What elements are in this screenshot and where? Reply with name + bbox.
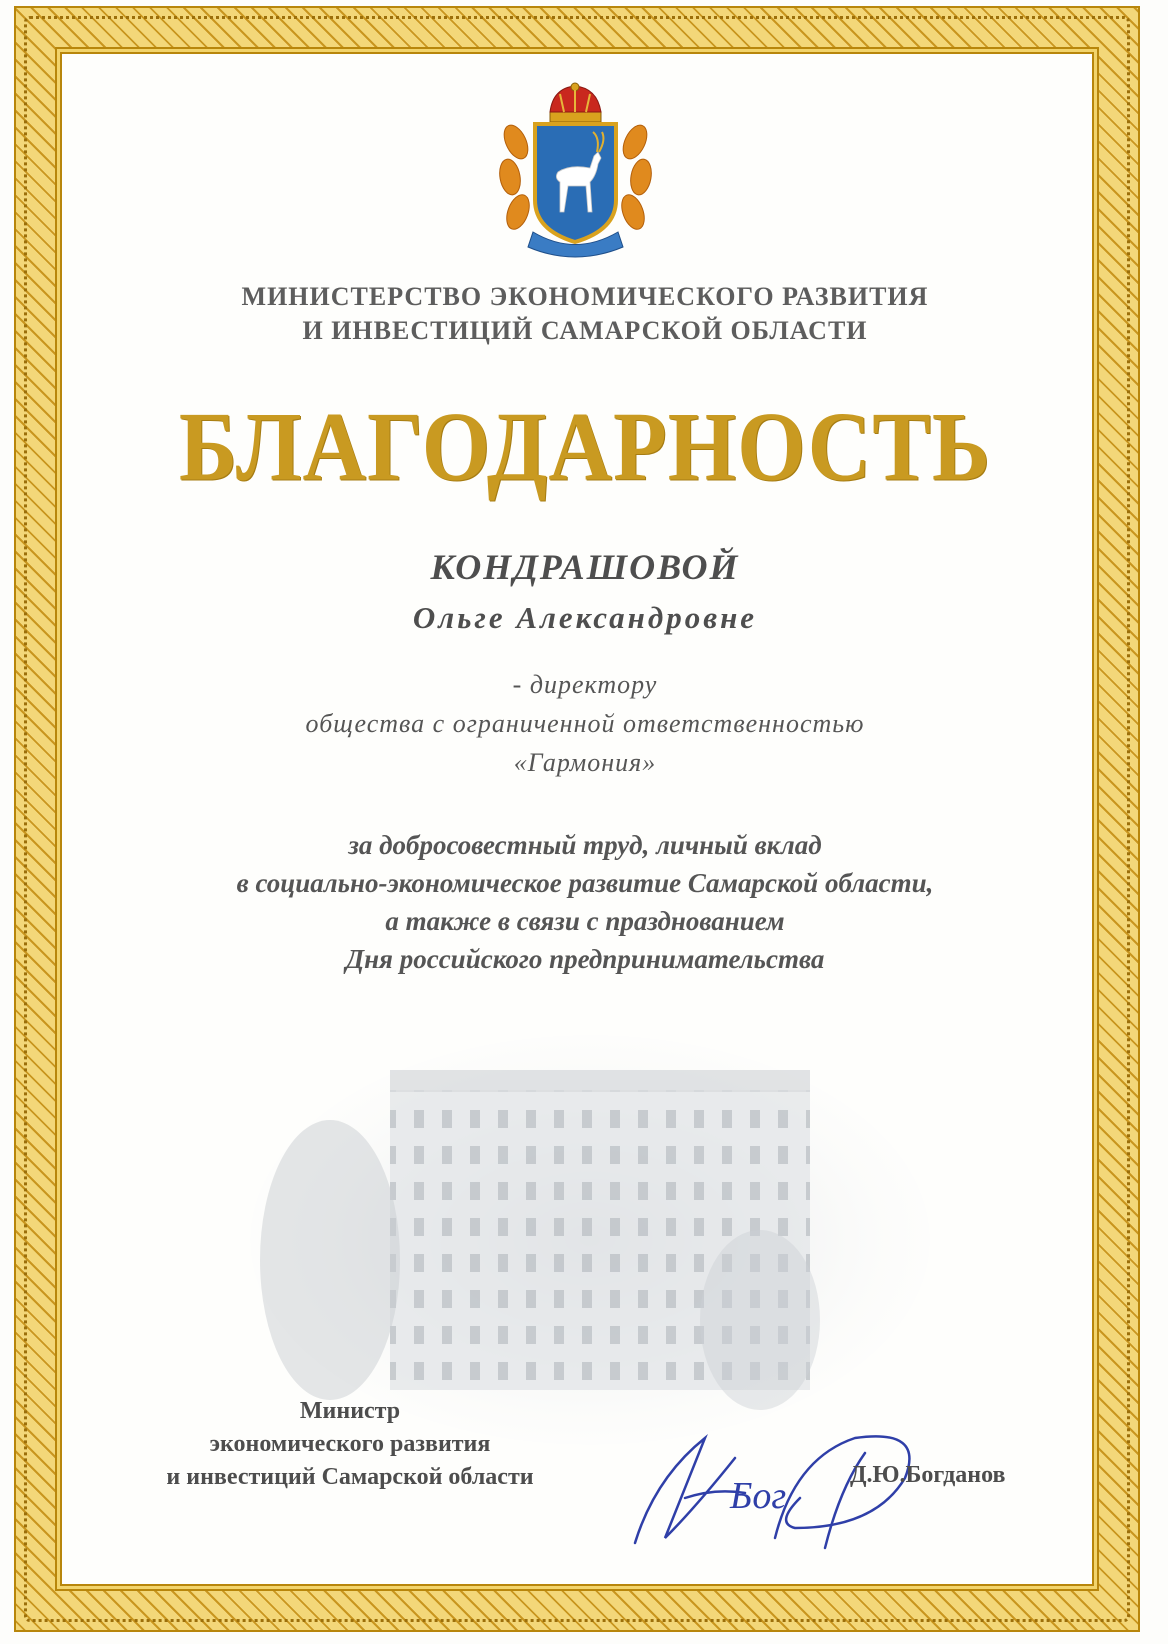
samara-coat-of-arms-icon: [498, 82, 653, 260]
signatory-title: [100, 1395, 600, 1494]
certificate-title: БЛАГОДАРНОСТЬ: [178, 393, 992, 502]
signatory-title-line: экономического развития: [209, 1431, 491, 1457]
recipient-name: Ольге Александровне: [412, 600, 758, 635]
ministry-name-line2: И ИНВЕСТИЦИЙ САМАРСКОЙ ОБЛАСТИ: [302, 316, 868, 345]
signatory-name: Д.Ю.Богданов: [850, 1462, 1006, 1488]
reason-line: в социально-экономическое развитие Самарской области,: [236, 868, 934, 898]
signature-text: Бог: [730, 1475, 787, 1517]
recipient-surname: КОНДРАШОВОЙ: [430, 547, 740, 587]
reason-line: за добросовестный труд, личный вклад: [348, 830, 822, 860]
reason-line: Дня российского предпринимательства: [345, 944, 825, 974]
recipient-organization: общества с ограниченной ответственностью: [305, 709, 865, 738]
government-building-watermark: [240, 1030, 940, 1450]
recipient-company: «Гармония»: [513, 748, 657, 777]
reason-line: а также в связи с празднованием: [385, 906, 785, 936]
signatory-title-line: Министр: [299, 1398, 401, 1424]
signatory-title-line: и инвестиций Самарской области: [166, 1464, 534, 1490]
ministry-name-line1: МИНИСТЕРСТВО ЭКОНОМИЧЕСКОГО РАЗВИТИЯ: [241, 282, 929, 311]
reason-text: [130, 826, 1040, 978]
recipient-position: - директору: [512, 670, 658, 699]
